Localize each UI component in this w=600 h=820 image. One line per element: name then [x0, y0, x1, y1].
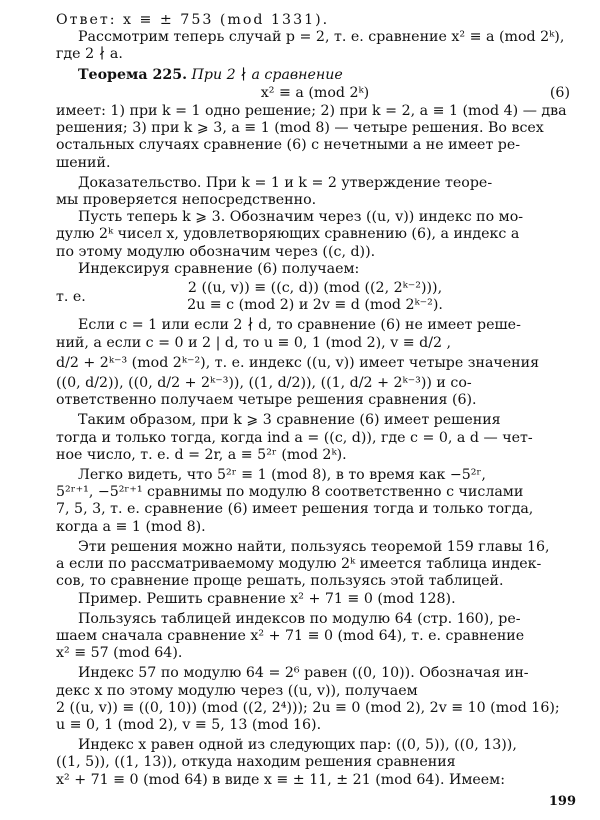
theorem-text: При 2 ∤ a сравнение	[187, 66, 343, 83]
text-line: Таким образом, при k ⩾ 3 сравнение (6) имеет решения	[78, 412, 501, 429]
theorem-text-line: шений.	[56, 154, 111, 171]
theorem-text-line: остальных случаях сравнение (6) с нечетными a не имеет ре-	[56, 137, 521, 154]
text-line: а если по рассматриваемому модулю 2ᵏ имеется таблица индек-	[56, 556, 542, 573]
text-line: по этому модулю обозначим через ((c, d)).	[56, 243, 376, 260]
text-line: x² + 71 ≡ 0 (mod 64) в виде x ≡ ± 11, ± 21 (mod 64). Имеем:	[56, 771, 505, 788]
text-line: Пользуясь таблицей индексов по модулю 64 (стр. 160), ре-	[78, 610, 521, 627]
text-line: Индексируя сравнение (6) получаем:	[78, 260, 360, 277]
equation-line: 2 ((u, v)) ≡ ((c, d)) (mod ((2, 2ᵏ⁻²))),	[187, 280, 443, 297]
text-line: Легко видеть, что 5²ʳ ≡ 1 (mod 8), в то время как −5²ʳ,	[78, 467, 486, 484]
text-line: Эти решения можно найти, пользуясь теоремой 159 главы 16,	[78, 538, 550, 555]
text-line: мы проверяется непосредственно.	[56, 192, 317, 209]
equation-6	[56, 85, 574, 102]
proof-line: Доказательство. При k = 1 и k = 2 утверждение теоре-	[78, 174, 493, 191]
text-line: где 2 ∤ a.	[56, 46, 123, 63]
equation-index	[56, 280, 574, 314]
text-line: тогда и только тогда, когда ind a = ((c, d)), где c = 0, а d — чет-	[56, 429, 533, 446]
text-line: 2 ((u, v)) ≡ ((0, 10)) (mod ((2, 2⁴))); 2u ≡ 0 (mod 2), 2v ≡ 10 (mod 16);	[56, 699, 560, 716]
theorem-text-line: имеет: 1) при k = 1 одно решение; 2) при k = 2, a ≡ 1 (mod 4) — два	[56, 103, 567, 120]
text-line: Пусть теперь k ⩾ 3. Обозначим через ((u, v)) индекс по мо-	[78, 209, 524, 226]
theorem-title: Теорема 225.	[78, 66, 188, 83]
equation-line: 2u ≡ c (mod 2) и 2v ≡ d (mod 2ᵏ⁻²).	[187, 297, 443, 314]
text-line: u ≡ 0, 1 (mod 2), v ≡ 5, 13 (mod 16).	[56, 716, 322, 733]
text-line: Индекс 57 по модулю 64 = 2⁶ равен ((0, 10)). Обозначая ин-	[78, 665, 529, 682]
text-line: ответственно получаем четыре решения сравнения (6).	[56, 392, 477, 409]
text-line: ний, а если c = 0 и 2 | d, то u ≡ 0, 1 (mod 2), v ≡ d/2 ,	[56, 334, 452, 351]
text-line: Индекс x равен одной из следующих пар: ((0, 5)), ((0, 13)),	[78, 737, 517, 754]
text-line: x² ≡ 57 (mod 64).	[56, 645, 183, 662]
text-line: d/2 + 2ᵏ⁻³ (mod 2ᵏ⁻²), т. е. индекс ((u, v)) имеет четыре значения	[56, 354, 540, 371]
text-line: Рассмотрим теперь случай p = 2, т. е. сравнение x² ≡ a (mod 2ᵏ),	[78, 29, 565, 46]
text-line: декс x по этому модулю через ((u, v)), получаем	[56, 682, 418, 699]
text-line: ное число, т. е. d = 2r, a ≡ 5²ʳ (mod 2ᵏ).	[56, 446, 347, 463]
example-line: Пример. Решить сравнение x² + 71 ≡ 0 (mod 128).	[78, 590, 456, 607]
text-line: когда a ≡ 1 (mod 8).	[56, 518, 206, 535]
text-line: дулю 2ᵏ чисел x, удовлетворяющих сравнению (6), а индекс a	[56, 226, 520, 243]
theorem-line	[56, 67, 574, 84]
text-line: ((1, 5)), ((1, 13)), откуда находим решения сравнения	[56, 754, 456, 771]
text-line: 5²ʳ⁺¹, −5²ʳ⁺¹ сравнимы по модулю 8 соответственно с числами	[56, 484, 524, 501]
text-line: ((0, d/2)), ((0, d/2 + 2ᵏ⁻³)), ((1, d/2)), ((1, d/2 + 2ᵏ⁻³)) и со-	[56, 375, 472, 392]
text-line: Если c = 1 или если 2 ∤ d, то сравнение (6) не имеет реше-	[78, 317, 521, 334]
text-line: 7, 5, 3, т. е. сравнение (6) имеет решения тогда и только тогда,	[56, 501, 534, 518]
equation-number: (6)	[549, 84, 570, 101]
equation-text: x² ≡ a (mod 2ᵏ)	[260, 84, 370, 101]
page-number: 199	[548, 793, 576, 809]
answer-line: Ответ: x ≡ ± 753 (mod 1331).	[56, 12, 330, 28]
te-label: т. е.	[56, 289, 86, 306]
text-line: сов, то сравнение проще решать, пользуясь этой таблицей.	[56, 573, 504, 590]
theorem-text-line: решения; 3) при k ⩾ 3, a ≡ 1 (mod 8) — четыре решения. Во всех	[56, 120, 544, 137]
text-line: шаем сначала сравнение x² + 71 ≡ 0 (mod 64), т. е. сравнение	[56, 627, 525, 644]
